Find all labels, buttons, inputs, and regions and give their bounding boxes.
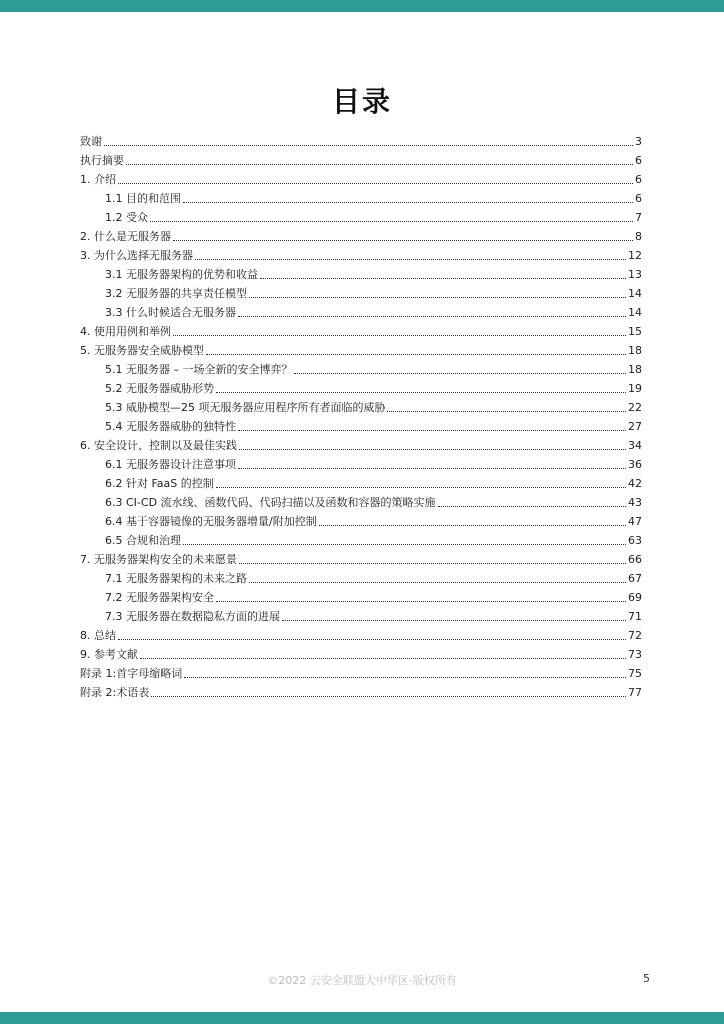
toc-entry[interactable] xyxy=(80,548,642,567)
toc-entry-page: 18 xyxy=(628,344,642,357)
toc-entry-label: 执行摘要 xyxy=(80,154,124,167)
toc-entry[interactable] xyxy=(80,624,642,643)
toc-entry-label: 1.2 受众 xyxy=(105,211,148,224)
toc-entry[interactable] xyxy=(80,263,642,282)
toc-dot-leader xyxy=(249,297,626,298)
toc-entry[interactable] xyxy=(80,643,642,662)
toc-dot-leader xyxy=(104,145,633,146)
page-title: 目录 xyxy=(331,85,392,118)
toc-entry-label: 8. 总结 xyxy=(80,629,116,642)
toc-entry[interactable] xyxy=(80,434,642,453)
toc-entry-label: 6. 安全设计、控制以及最佳实践 xyxy=(80,439,237,452)
toc-entry-label: 5. 无服务器安全威胁模型 xyxy=(80,344,204,357)
toc-entry[interactable] xyxy=(80,396,642,415)
toc-entry[interactable] xyxy=(80,662,642,681)
toc-dot-leader xyxy=(387,411,626,412)
toc-dot-leader xyxy=(238,430,626,431)
toc-dot-leader xyxy=(239,449,626,450)
footer-copyright: ©2022 云安全联盟大中华区-版权所有 xyxy=(267,974,457,987)
toc-dot-leader xyxy=(183,202,633,203)
toc-entry-label: 5.4 无服务器威胁的独特性 xyxy=(105,420,236,433)
toc-entry-label: 致谢 xyxy=(80,135,102,148)
toc-entry-page: 13 xyxy=(628,268,642,281)
toc-entry-page: 15 xyxy=(628,325,642,338)
toc-entry-page: 12 xyxy=(628,249,642,262)
toc-entry-page: 19 xyxy=(628,382,642,395)
toc-entry-page: 69 xyxy=(628,591,642,604)
toc-entry-page: 27 xyxy=(628,420,642,433)
toc-entry-page: 8 xyxy=(635,230,642,243)
toc-dot-leader xyxy=(238,468,626,469)
toc-entry[interactable] xyxy=(80,149,642,168)
toc-dot-leader xyxy=(195,259,626,260)
toc-entry[interactable] xyxy=(80,491,642,510)
toc-dot-leader xyxy=(249,582,626,583)
toc-dot-leader xyxy=(118,183,633,184)
toc-entry[interactable] xyxy=(80,187,642,206)
toc-entry-page: 36 xyxy=(628,458,642,471)
toc-dot-leader xyxy=(173,335,626,336)
toc-entry[interactable] xyxy=(80,339,642,358)
toc-entry-label: 5.2 无服务器威胁形势 xyxy=(105,382,214,395)
toc-entry-label: 6.5 合规和治理 xyxy=(105,534,181,547)
toc-dot-leader xyxy=(151,696,626,697)
toc-entry-page: 14 xyxy=(628,287,642,300)
toc-entry[interactable] xyxy=(80,130,642,149)
toc-dot-leader xyxy=(216,392,626,393)
toc-entry[interactable] xyxy=(80,244,642,263)
toc-entry[interactable] xyxy=(80,472,642,491)
toc-entry-page: 6 xyxy=(635,192,642,205)
toc-entry[interactable] xyxy=(80,320,642,339)
toc-entry[interactable] xyxy=(80,605,642,624)
table-of-contents xyxy=(80,130,642,700)
toc-entry[interactable] xyxy=(80,567,642,586)
toc-entry-page: 18 xyxy=(628,363,642,376)
toc-entry-page: 3 xyxy=(635,135,642,148)
toc-dot-leader xyxy=(319,525,626,526)
toc-entry-page: 63 xyxy=(628,534,642,547)
toc-entry-page: 34 xyxy=(628,439,642,452)
toc-entry-label: 5.3 威胁模型—25 项无服务器应用程序所有者面临的威胁 xyxy=(105,401,386,414)
toc-dot-leader xyxy=(184,677,626,678)
toc-entry-page: 47 xyxy=(628,515,642,528)
toc-dot-leader xyxy=(183,544,626,545)
toc-dot-leader xyxy=(239,563,626,564)
toc-dot-leader xyxy=(216,487,626,488)
toc-dot-leader xyxy=(294,373,626,374)
toc-entry[interactable] xyxy=(80,282,642,301)
toc-entry-label: 7.2 无服务器架构安全 xyxy=(105,591,214,604)
toc-entry-page: 72 xyxy=(628,629,642,642)
toc-entry-label: 6.1 无服务器设计注意事项 xyxy=(105,458,236,471)
toc-entry-label: 2. 什么是无服务器 xyxy=(80,230,171,243)
toc-dot-leader xyxy=(173,240,633,241)
toc-entry-page: 43 xyxy=(628,496,642,509)
toc-entry-label: 6.3 CI-CD 流水线、函数代码、代码扫描以及函数和容器的策略实施 xyxy=(105,496,436,509)
page-number: 5 xyxy=(643,972,650,985)
toc-entry-label: 7. 无服务器架构安全的未来愿景 xyxy=(80,553,237,566)
toc-entry-page: 6 xyxy=(635,173,642,186)
toc-entry[interactable] xyxy=(80,377,642,396)
toc-entry-page: 67 xyxy=(628,572,642,585)
toc-dot-leader xyxy=(438,506,626,507)
toc-dot-leader xyxy=(150,221,633,222)
toc-dot-leader xyxy=(260,278,626,279)
toc-entry-label: 6.4 基于容器镜像的无服务器增量/附加控制 xyxy=(105,515,317,528)
toc-entry-label: 5.1 无服务器 – 一场全新的安全博弈？ xyxy=(105,363,293,376)
toc-entry[interactable] xyxy=(80,206,642,225)
toc-entry-label: 3.2 无服务器的共享责任模型 xyxy=(105,287,247,300)
toc-entry-page: 6 xyxy=(635,154,642,167)
toc-entry-label: 9. 参考文献 xyxy=(80,648,138,661)
toc-entry-page: 71 xyxy=(628,610,642,623)
toc-dot-leader xyxy=(216,601,626,602)
toc-entry-page: 66 xyxy=(628,553,642,566)
top-accent-bar xyxy=(0,0,724,12)
toc-entry-page: 77 xyxy=(628,686,642,699)
toc-entry-label: 7.3 无服务器在数据隐私方面的进展 xyxy=(105,610,280,623)
toc-entry[interactable] xyxy=(80,586,642,605)
toc-entry-page: 75 xyxy=(628,667,642,680)
toc-entry[interactable] xyxy=(80,168,642,187)
toc-entry-page: 73 xyxy=(628,648,642,661)
toc-entry-page: 42 xyxy=(628,477,642,490)
toc-entry[interactable] xyxy=(80,681,642,700)
toc-entry-page: 7 xyxy=(635,211,642,224)
toc-entry[interactable] xyxy=(80,529,642,548)
toc-entry-label: 3. 为什么选择无服务器 xyxy=(80,249,193,262)
toc-entry-label: 1. 介绍 xyxy=(80,173,116,186)
toc-entry[interactable] xyxy=(80,510,642,529)
toc-entry[interactable] xyxy=(80,453,642,472)
toc-entry[interactable] xyxy=(80,358,642,377)
toc-dot-leader xyxy=(140,658,626,659)
toc-entry-label: 4. 使用用例和举例 xyxy=(80,325,171,338)
toc-entry-label: 7.1 无服务器架构的未来之路 xyxy=(105,572,247,585)
toc-entry-label: 6.2 针对 FaaS 的控制 xyxy=(105,477,214,490)
toc-entry[interactable] xyxy=(80,415,642,434)
toc-entry-page: 22 xyxy=(628,401,642,414)
toc-dot-leader xyxy=(282,620,626,621)
toc-dot-leader xyxy=(126,164,633,165)
toc-entry-label: 附录 1:首字母缩略词 xyxy=(80,667,183,680)
toc-entry-page: 14 xyxy=(628,306,642,319)
toc-entry-label: 3.3 什么时候适合无服务器 xyxy=(105,306,236,319)
bottom-accent-bar xyxy=(0,1012,724,1024)
toc-dot-leader xyxy=(206,354,626,355)
toc-dot-leader xyxy=(118,639,626,640)
toc-entry-label: 3.1 无服务器架构的优势和收益 xyxy=(105,268,258,281)
toc-entry-label: 1.1 目的和范围 xyxy=(105,192,181,205)
toc-entry-label: 附录 2:术语表 xyxy=(80,686,150,699)
toc-entry[interactable] xyxy=(80,301,642,320)
toc-dot-leader xyxy=(238,316,626,317)
toc-entry[interactable] xyxy=(80,225,642,244)
